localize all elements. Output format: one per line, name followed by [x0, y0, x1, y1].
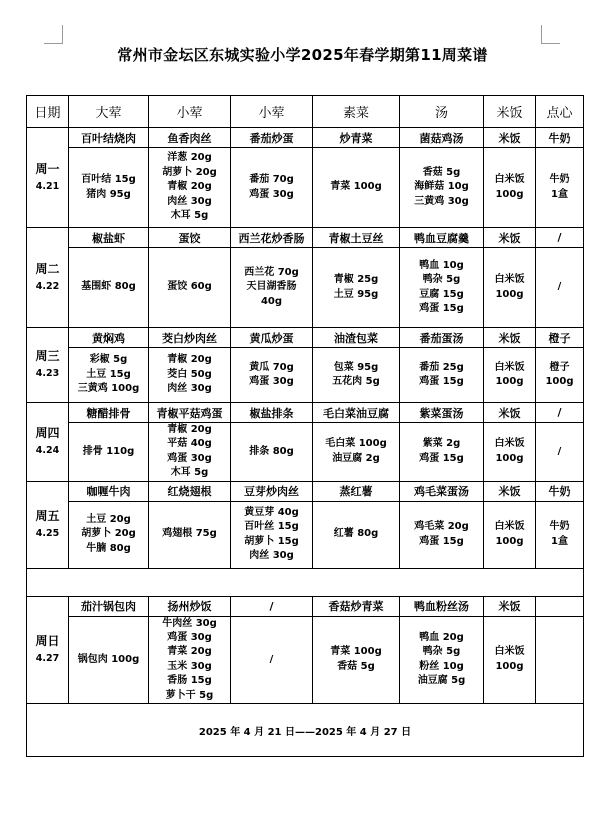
dish-soup: 紫菜蛋汤 [400, 403, 484, 423]
ingredient-line: 白米饭 [494, 174, 525, 186]
day-label: 周一 [35, 161, 60, 176]
ingredient-line: 五花肉 5g [332, 376, 380, 387]
ingredient-line: 萝卜干 5g [165, 689, 214, 701]
ingredient-line: 粉丝 10g [419, 660, 464, 672]
ingredients-rice [484, 501, 536, 568]
date-range-footer: 2025 年 4 月 21 日——2025 年 4 月 27 日 [27, 704, 584, 757]
ingredient-line: 蛋饺 60g [167, 281, 212, 293]
ingredient-line: 土豆 95g [333, 288, 379, 300]
dish-snack [536, 596, 584, 616]
ingredient-line: 胡萝卜 15g [244, 535, 299, 547]
dish-rice: 米饭 [484, 596, 536, 616]
ingredient-row [27, 348, 584, 403]
ingredients-rice [484, 248, 536, 328]
dish-main-meat: 黄焖鸡 [69, 328, 149, 348]
ingredient-line: 青椒 20g [167, 424, 212, 435]
ingredient-line: 胡萝卜 20g [162, 166, 217, 178]
day-label: 周三 [35, 349, 60, 363]
ingredient-line: 橙子 [549, 361, 570, 373]
day-cell [27, 403, 69, 482]
ingredient-line: 白米饭 [494, 438, 525, 450]
blank-cell [27, 568, 584, 596]
ingredients-minor-meat-2 [231, 423, 313, 482]
ingredients-soup [400, 348, 484, 403]
dish-main-meat: 糖醋排骨 [69, 403, 149, 423]
day-label: 周日 [35, 633, 60, 648]
dish-snack: 橙子 [536, 328, 584, 348]
ingredient-line: 天目湖香肠 [246, 281, 297, 293]
dish-minor-meat-2: 番茄炒蛋 [231, 128, 313, 148]
ingredient-line: 牛奶 [549, 521, 570, 533]
ingredient-line: 洋葱 20g [167, 152, 212, 164]
dish-minor-meat-1: 青椒平菇鸡蛋 [149, 403, 231, 423]
ingredient-line: 牛奶 [549, 174, 570, 186]
ingredient-line: 豆腐 15g [419, 288, 464, 300]
day-label: 周二 [35, 261, 60, 276]
crop-mark-left [44, 25, 63, 44]
ingredient-line: 海鲜菇 10g [414, 181, 469, 193]
ingredient-line: 番茄 70g [249, 174, 294, 186]
dish-snack: / [536, 403, 584, 423]
footer-row [27, 704, 584, 757]
ingredient-line: 40g [260, 295, 283, 307]
ingredients-rice [484, 423, 536, 482]
day-label: 周四 [35, 425, 60, 440]
day-date: 4.22 [35, 280, 60, 292]
ingredient-line: 青菜 100g [330, 181, 382, 193]
ingredient-line: 青椒 20g [167, 354, 212, 366]
ingredients-snack [536, 423, 584, 482]
day-cell [27, 128, 69, 228]
dish-minor-meat-1: 扬州炒饭 [149, 596, 231, 616]
day-cell [27, 328, 69, 403]
ingredients-minor-meat-2 [231, 501, 313, 568]
header-main-meat: 大荤 [69, 96, 149, 128]
ingredient-line: 油豆腐 2g [332, 452, 380, 464]
ingredients-rice [484, 348, 536, 403]
ingredients-rice [484, 148, 536, 228]
ingredients-soup [400, 148, 484, 228]
ingredients-minor-meat-2 [231, 248, 313, 328]
day-cell [27, 228, 69, 328]
ingredients-vegetable [313, 423, 400, 482]
ingredient-line: 牛肉丝 30g [162, 617, 217, 629]
ingredient-line: 锅包肉 100g [77, 653, 140, 665]
ingredient-line: 包菜 95g [333, 361, 379, 373]
ingredients-vegetable [313, 248, 400, 328]
dish-minor-meat-2: 椒盐排条 [231, 403, 313, 423]
ingredients-main-meat [69, 501, 149, 568]
ingredient-line: 三黄鸡 30g [414, 195, 469, 207]
dish-minor-meat-1: 茭白炒肉丝 [149, 328, 231, 348]
dish-minor-meat-1: 鱼香肉丝 [149, 128, 231, 148]
ingredient-line: 白米饭 [494, 274, 525, 286]
ingredient-line: 百叶丝 15g [244, 521, 299, 533]
day-date: 4.27 [35, 652, 60, 664]
dish-soup: 菌菇鸡汤 [400, 128, 484, 148]
ingredients-snack [536, 148, 584, 228]
dish-rice: 米饭 [484, 128, 536, 148]
header-rice: 米饭 [484, 96, 536, 128]
ingredient-line: 玉米 30g [167, 660, 212, 672]
ingredient-line: 肉丝 30g [249, 550, 294, 562]
dish-rice: 米饭 [484, 328, 536, 348]
ingredients-vegetable [313, 148, 400, 228]
ingredients-main-meat [69, 248, 149, 328]
ingredient-line: 土豆 20g [86, 514, 131, 526]
day-label: 周五 [35, 508, 60, 523]
dish-snack: 牛奶 [536, 128, 584, 148]
header-vegetable: 素菜 [313, 96, 400, 128]
header-row [27, 96, 584, 128]
dish-rice: 米饭 [484, 403, 536, 423]
dish-row [27, 128, 584, 148]
ingredient-line: 鸭杂 5g [422, 646, 461, 658]
ingredient-line: 香菇 5g [422, 166, 461, 178]
ingredients-minor-meat-1 [149, 348, 231, 403]
ingredient-line: 鸭血 10g [419, 259, 464, 271]
ingredient-row [27, 616, 584, 703]
dish-row [27, 481, 584, 501]
ingredient-line: 肉丝 30g [167, 383, 212, 395]
dish-minor-meat-1: 蛋饺 [149, 228, 231, 248]
ingredient-line: 100g [545, 376, 574, 387]
ingredient-row [27, 248, 584, 328]
ingredients-soup [400, 501, 484, 568]
ingredient-line: 鸡毛菜 20g [414, 521, 469, 533]
ingredient-line: 1盒 [551, 188, 568, 200]
dish-minor-meat-2: 豆芽炒肉丝 [231, 481, 313, 501]
ingredient-line: 100g [495, 188, 524, 200]
ingredient-line: 牛腩 80g [86, 542, 131, 554]
dish-vegetable: 炒青菜 [313, 128, 400, 148]
dish-soup: 鸭血豆腐羹 [400, 228, 484, 248]
ingredient-line: 100g [495, 288, 524, 300]
ingredient-line: 西兰花 70g [244, 266, 299, 278]
dish-vegetable: 蒸红薯 [313, 481, 400, 501]
dish-vegetable: 青椒土豆丝 [313, 228, 400, 248]
ingredient-line: 肉丝 30g [167, 195, 212, 207]
menu-body [27, 96, 584, 757]
dish-vegetable: 油渣包菜 [313, 328, 400, 348]
ingredient-line: 百叶结 15g [81, 174, 136, 186]
ingredient-line: 红薯 80g [333, 528, 379, 540]
ingredients-minor-meat-1 [149, 248, 231, 328]
ingredient-line: 排条 80g [249, 445, 294, 457]
ingredient-line: 黄豆芽 40g [244, 506, 299, 518]
ingredient-line: 排骨 110g [82, 445, 135, 457]
dish-row [27, 596, 584, 616]
ingredient-row [27, 148, 584, 228]
ingredient-line: 青菜 100g [330, 646, 382, 658]
dish-rice: 米饭 [484, 481, 536, 501]
dish-minor-meat-1: 红烧翅根 [149, 481, 231, 501]
ingredient-line: 鸡翅根 75g [162, 528, 217, 540]
ingredient-line: 青椒 20g [167, 181, 212, 193]
crop-mark-right [541, 25, 560, 44]
ingredients-main-meat [69, 616, 149, 703]
day-date: 4.24 [35, 444, 60, 456]
ingredient-line: 白米饭 [494, 361, 525, 373]
dish-soup: 鸡毛菜蛋汤 [400, 481, 484, 501]
ingredient-line: 100g [495, 452, 524, 464]
ingredient-line: 100g [495, 535, 524, 547]
ingredient-line: 1盒 [551, 535, 568, 547]
ingredients-vegetable [313, 501, 400, 568]
dish-main-meat: 咖喱牛肉 [69, 481, 149, 501]
ingredient-line: 彩椒 5g [89, 354, 128, 366]
ingredient-line: / [557, 445, 562, 457]
ingredient-line: 番茄 25g [419, 361, 464, 373]
ingredient-line: 毛白菜 100g [325, 438, 387, 450]
ingredients-minor-meat-2 [231, 616, 313, 703]
dish-vegetable: 香菇炒青菜 [313, 596, 400, 616]
dish-row [27, 328, 584, 348]
ingredient-line: 鸡蛋 15g [419, 535, 464, 547]
ingredients-minor-meat-1 [149, 616, 231, 703]
ingredients-vegetable [313, 348, 400, 403]
ingredient-line: 100g [495, 376, 524, 387]
ingredient-line: 胡萝卜 20g [81, 528, 136, 540]
ingredient-line: 香菇 5g [337, 660, 375, 672]
ingredient-line: 青椒 25g [333, 274, 379, 286]
ingredient-line: 鸡蛋 30g [249, 376, 294, 387]
ingredient-line: 白米饭 [494, 646, 525, 658]
day-cell [27, 596, 69, 703]
ingredient-line: 平菇 40g [167, 438, 212, 450]
ingredient-line: 鸡蛋 15g [419, 376, 464, 387]
ingredient-line: 青菜 20g [167, 646, 212, 658]
ingredient-line: 茭白 50g [167, 368, 212, 380]
ingredient-line: 鸡蛋 30g [167, 632, 212, 644]
ingredients-minor-meat-2 [231, 148, 313, 228]
ingredient-line: 鸭血 20g [419, 632, 464, 644]
header-date: 日期 [27, 96, 69, 128]
ingredient-line: 猪肉 95g [86, 188, 131, 200]
ingredients-minor-meat-2 [231, 348, 313, 403]
dish-soup: 番茄蛋汤 [400, 328, 484, 348]
ingredients-soup [400, 423, 484, 482]
ingredients-main-meat [69, 423, 149, 482]
blank-row [27, 568, 584, 596]
ingredients-rice [484, 616, 536, 703]
ingredient-line: 土豆 15g [86, 368, 131, 380]
ingredients-snack [536, 616, 584, 703]
ingredients-vegetable [313, 616, 400, 703]
ingredient-line: 100g [495, 660, 524, 672]
ingredients-minor-meat-1 [149, 148, 231, 228]
dish-minor-meat-2: 黄瓜炒蛋 [231, 328, 313, 348]
ingredients-snack [536, 248, 584, 328]
ingredient-line: 白米饭 [494, 521, 525, 533]
dish-row [27, 403, 584, 423]
ingredient-line: 鸡蛋 30g [249, 188, 294, 200]
ingredient-line: 鸭杂 5g [422, 274, 461, 286]
weekly-menu-table [26, 95, 584, 757]
day-date: 4.25 [35, 527, 60, 539]
ingredient-line: 三黄鸡 100g [77, 383, 140, 395]
day-cell [27, 481, 69, 568]
ingredient-row [27, 501, 584, 568]
ingredient-line: 木耳 5g [170, 210, 209, 222]
ingredient-line: 紫菜 2g [422, 438, 461, 450]
header-snack: 点心 [536, 96, 584, 128]
ingredient-line: 香肠 15g [167, 675, 212, 687]
dish-minor-meat-2: 西兰花炒香肠 [231, 228, 313, 248]
ingredients-snack [536, 348, 584, 403]
ingredient-line: / [269, 653, 274, 665]
dish-main-meat: 百叶结烧肉 [69, 128, 149, 148]
ingredient-row [27, 423, 584, 482]
ingredients-snack [536, 501, 584, 568]
dish-main-meat: 椒盐虾 [69, 228, 149, 248]
ingredient-line: 鸡蛋 30g [167, 452, 212, 464]
ingredient-line: / [557, 281, 562, 293]
header-soup: 汤 [400, 96, 484, 128]
dish-main-meat: 茄汁锅包肉 [69, 596, 149, 616]
ingredients-main-meat [69, 148, 149, 228]
dish-row [27, 228, 584, 248]
page-title: 常州市金坛区东城实验小学2025年春学期第11周菜谱 [117, 46, 488, 64]
ingredient-line: 木耳 5g [170, 467, 209, 479]
day-date: 4.23 [35, 368, 60, 379]
ingredients-soup [400, 616, 484, 703]
ingredient-line: 黄瓜 70g [249, 361, 294, 373]
ingredients-minor-meat-1 [149, 423, 231, 482]
dish-soup: 鸭血粉丝汤 [400, 596, 484, 616]
header-minor-meat-1: 小荤 [149, 96, 231, 128]
ingredients-minor-meat-1 [149, 501, 231, 568]
ingredient-line: 鸡蛋 15g [419, 452, 464, 464]
ingredients-main-meat [69, 348, 149, 403]
ingredient-line: 鸡蛋 15g [419, 302, 464, 314]
dish-minor-meat-2: / [231, 596, 313, 616]
dish-vegetable: 毛白菜油豆腐 [313, 403, 400, 423]
dish-rice: 米饭 [484, 228, 536, 248]
dish-snack: / [536, 228, 584, 248]
ingredients-soup [400, 248, 484, 328]
header-minor-meat-2: 小荤 [231, 96, 313, 128]
ingredient-line: 基围虾 80g [81, 281, 136, 293]
day-date: 4.21 [35, 180, 60, 192]
dish-snack: 牛奶 [536, 481, 584, 501]
ingredient-line: 油豆腐 5g [417, 675, 466, 687]
